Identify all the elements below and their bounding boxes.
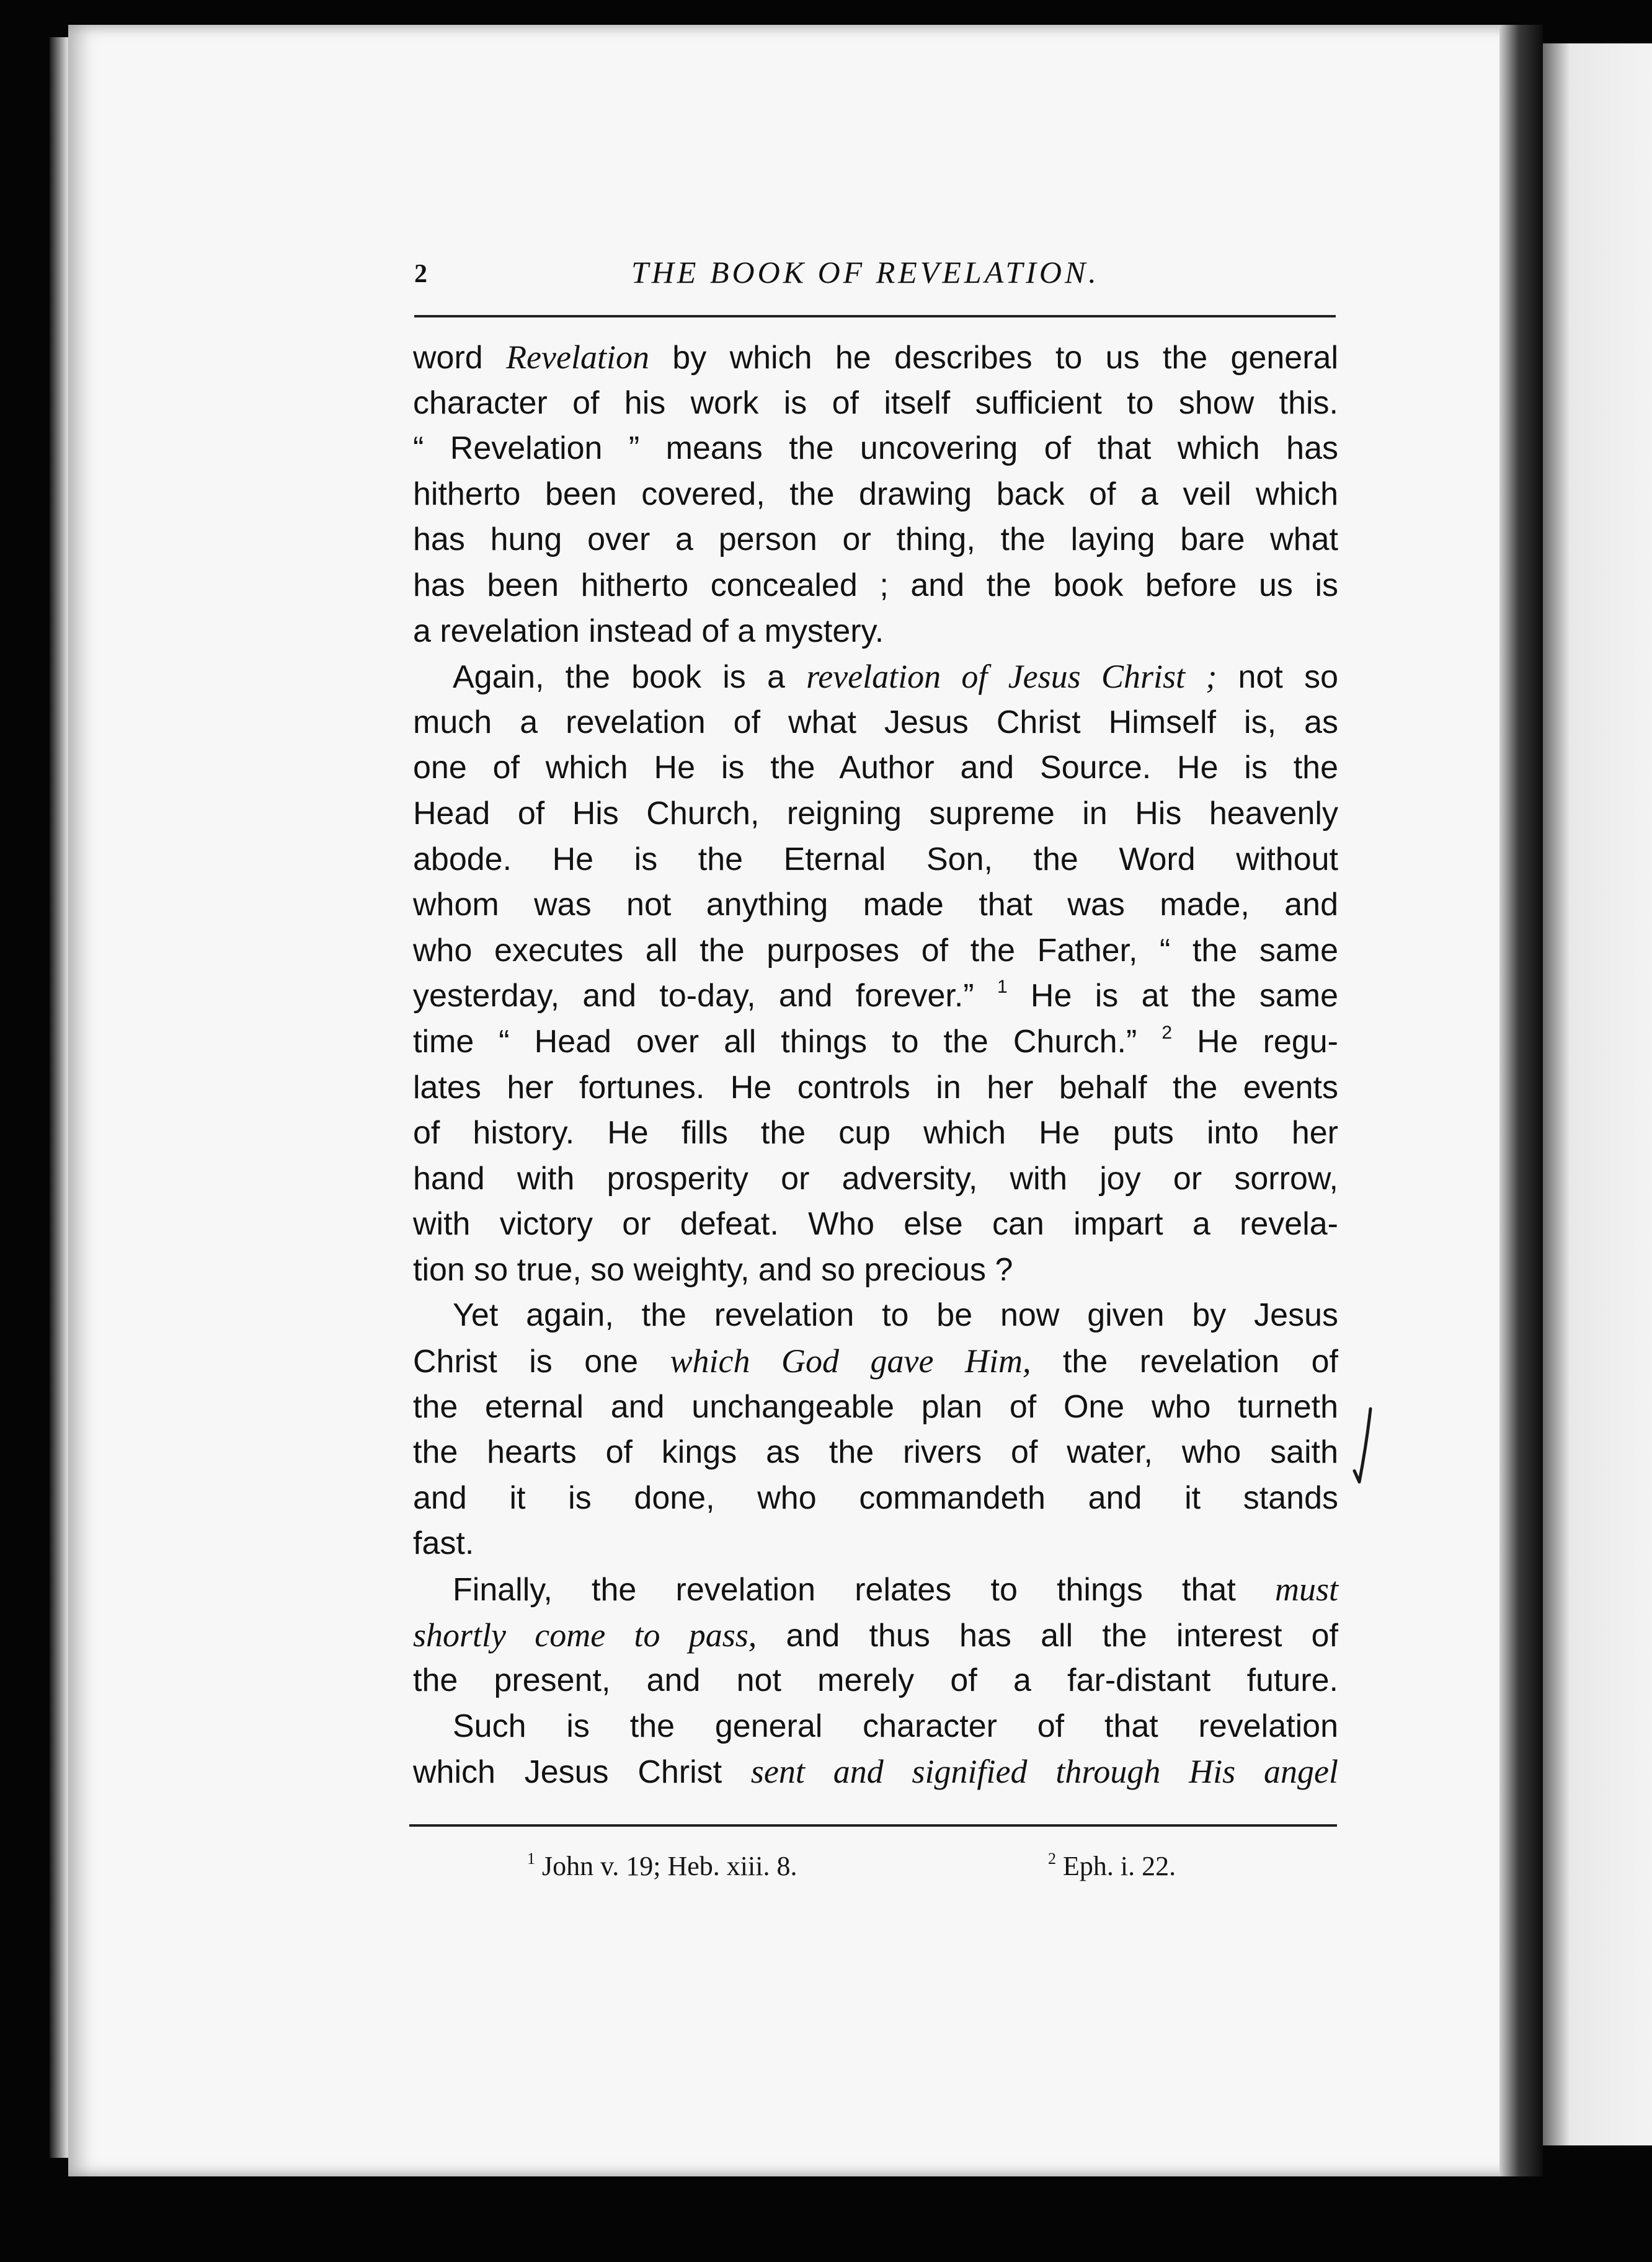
text-line: of history. He fills the cup which He puts into her: [413, 1115, 1338, 1151]
text-line: the hearts of kings as the rivers of water, who saith: [413, 1434, 1338, 1471]
text-line: whom was not anything made that was made, and: [413, 887, 1338, 923]
text-line: one of which He is the Author and Source. He is the: [413, 750, 1338, 786]
text-line: lates her fortunes. He controls in her behalf the events: [413, 1069, 1338, 1106]
text-line: time “ Head over all things to the Church.” $^2$ He regu-: [413, 1022, 1338, 1060]
text-line: shortly come to pass, and thus has all the interest of: [413, 1616, 1338, 1654]
text-line: Again, the book is a revelation of Jesus Christ ; not so: [453, 658, 1338, 696]
page-header: [414, 255, 1336, 309]
text-line: Head of His Church, reigning supreme in His heavenly: [413, 795, 1338, 832]
footnote-2: $^2$ Eph. i. 22.: [1048, 1850, 1176, 1881]
running-head: THE BOOK OF REVELATION.: [631, 255, 1099, 290]
text-line: Finally, the revelation relates to things that must: [453, 1571, 1338, 1608]
text-line: hand with prosperity or adversity, with joy or sorrow,: [413, 1160, 1338, 1197]
page-number: 2: [414, 260, 427, 288]
text-line: much a revelation of what Jesus Christ Himself is, as: [413, 704, 1338, 740]
book-gutter-shadow: [1499, 25, 1543, 2176]
text-line: who executes all the purposes of the Father, “ the same: [413, 932, 1338, 969]
text-line: with victory or defeat. Who else can impart a revela-: [413, 1206, 1338, 1243]
text-line: “ Revelation ” means the uncovering of that which has: [413, 430, 1338, 467]
text-line: the present, and not merely of a far-distant future.: [413, 1662, 1338, 1699]
text-line: which Jesus Christ sent and signified through His angel: [413, 1753, 1338, 1791]
text-line: word Revelation by which he describes to us the general: [413, 339, 1339, 376]
pencil-mark-icon: [1352, 1406, 1374, 1487]
text-line: Such is the general character of that revelation: [453, 1708, 1338, 1744]
footnote-1: $^1$ John v. 19; Heb. xiii. 8.: [527, 1850, 797, 1881]
body-text: [413, 335, 1338, 1795]
footnote-ref: 2: [1161, 1022, 1173, 1043]
text-line: character of his work is of itself sufficient to show this.: [413, 384, 1338, 421]
footnote-rule: [409, 1824, 1337, 1827]
text-line: the eternal and unchangeable plan of One who turneth: [413, 1388, 1338, 1425]
text-line: has hung over a person or thing, the laying bare what: [413, 521, 1338, 558]
text-line: yesterday, and to-day, and forever.” $^1$ He is at the same: [413, 977, 1338, 1014]
text-line: a revelation instead of a mystery.: [413, 613, 884, 649]
text-line: Christ is one which God gave Him, the revelation of: [413, 1342, 1339, 1380]
header-rule: [414, 315, 1336, 317]
text-line: has been hitherto concealed ; and the book before us is: [413, 567, 1338, 603]
text-line: fast.: [413, 1525, 474, 1562]
text-line: abode. He is the Eternal Son, the Word without: [413, 841, 1338, 877]
facing-page-edge: [1543, 43, 1652, 2145]
text-line: Yet again, the revelation to be now given by Jesus: [453, 1297, 1338, 1334]
footnote-ref: 1: [997, 977, 1008, 998]
text-line: and it is done, who commandeth and it stands: [413, 1479, 1338, 1516]
text-line: hitherto been covered, the drawing back of a veil which: [413, 476, 1338, 512]
footnotes: [527, 1850, 1302, 1887]
text-line: tion so true, so weighty, and so precious ?: [413, 1251, 1013, 1288]
